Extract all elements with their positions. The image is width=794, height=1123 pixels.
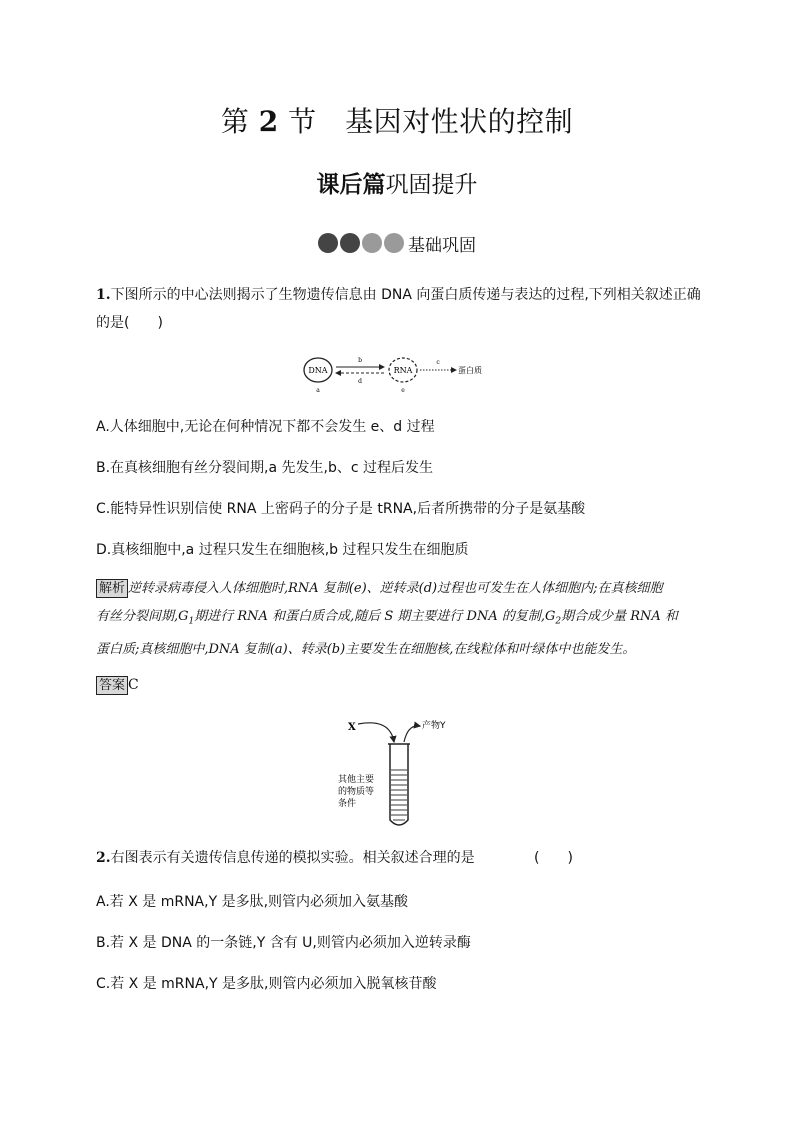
product-label: 产物Y	[422, 721, 446, 731]
tube-liquid	[391, 770, 407, 820]
question-2-stem	[96, 845, 475, 871]
analysis-text-2c: 期合成少量 RNA 和	[561, 609, 678, 624]
analysis-text-2a: 有丝分裂间期,G	[96, 609, 189, 624]
analysis-text-1: 逆转录病毒侵入人体细胞时,RNA 复制(e)、逆转录(d)过程也可发生在人体细胞内;在真核细胞	[128, 581, 663, 596]
input-arrow	[358, 723, 394, 742]
label-b: b	[358, 357, 362, 364]
question-1-text-line1: 下图所示的中心法则揭示了生物遗传信息由 DNA 向蛋白质传递与表达的过程,下列相关叙述正确	[110, 287, 701, 303]
protein-label: 蛋白质	[458, 366, 482, 375]
analysis-sub-2: 2	[555, 616, 562, 627]
test-tube	[390, 744, 408, 825]
title-rest: 节 基因对性状的控制	[288, 105, 574, 138]
question-1-stem	[96, 282, 716, 308]
question-1-text-line2: 的是( )	[96, 315, 163, 331]
level-dot-icon	[318, 233, 338, 253]
dna-label: DNA	[308, 366, 328, 375]
question-1-option-b[interactable]: B.在真核细胞有丝分裂间期,a 先发生,b、c 过程后发生	[96, 460, 434, 476]
question-1-answer	[96, 676, 139, 695]
answer-value: C	[128, 677, 139, 693]
subtitle-thin: 巩固提升	[385, 172, 478, 198]
question-2-text: 右图表示有关遗传信息传递的模拟实验。相关叙述合理的是	[110, 850, 475, 866]
title-prefix: 第	[220, 105, 250, 138]
level-dot-icon	[384, 233, 404, 253]
question-2-option-a[interactable]: A.若 X 是 mRNA,Y 是多肽,则管内必须加入氨基酸	[96, 894, 409, 910]
label-e: e	[401, 387, 405, 394]
question-1-option-d[interactable]: D.真核细胞中,a 过程只发生在细胞核,b 过程只发生在细胞质	[96, 542, 469, 558]
section-header	[318, 230, 476, 256]
central-dogma-diagram	[298, 348, 498, 400]
question-2-option-b[interactable]: B.若 X 是 DNA 的一条链,Y 含有 U,则管内必须加入逆转录酶	[96, 935, 471, 951]
side-label-3: 条件	[338, 799, 357, 809]
analysis-text-2b: 期进行 RNA 和蛋白质合成,随后 S 期主要进行 DNA 的复制,G	[194, 609, 556, 624]
label-d: d	[358, 378, 362, 385]
question-1-option-a[interactable]: A.人体细胞中,无论在何种情况下都不会发生 e、d 过程	[96, 419, 435, 435]
subtitle-bold: 课后篇	[316, 172, 386, 198]
level-dot-icon	[340, 233, 360, 253]
question-2-paren: ( )	[534, 850, 573, 866]
title-number: 2	[258, 105, 279, 138]
section-label: 基础巩固	[408, 235, 476, 256]
side-label-1: 其他主要	[338, 775, 375, 785]
analysis-tag: 解析	[96, 579, 128, 598]
label-c: c	[436, 359, 440, 366]
answer-tag: 答案	[96, 676, 128, 695]
analysis-line-2	[96, 603, 696, 636]
analysis-sub-1: 1	[188, 616, 195, 627]
page-title	[0, 100, 794, 140]
x-label: X	[348, 722, 356, 733]
question-2-number: 2.	[96, 850, 111, 866]
question-1-number: 1.	[96, 287, 111, 303]
analysis-line-3: 蛋白质;真核细胞中,DNA 复制(a)、转录(b)主要发生在细胞核,在线粒体和叶绿体中也能发生。	[96, 641, 636, 657]
question-1-option-c[interactable]: C.能特异性识别信使 RNA 上密码子的分子是 tRNA,后者所携带的分子是氨基酸	[96, 501, 586, 517]
side-label-2: 的物质等	[338, 787, 375, 797]
question-2-option-c[interactable]: C.若 X 是 mRNA,Y 是多肽,则管内必须加入脱氧核苷酸	[96, 976, 437, 992]
output-arrow	[404, 726, 420, 742]
analysis-line-1	[96, 575, 696, 603]
question-1-analysis	[96, 575, 696, 664]
test-tube-figure	[338, 716, 468, 831]
label-a: a	[316, 387, 320, 394]
rna-label: RNA	[393, 366, 413, 375]
page-subtitle	[0, 166, 794, 199]
level-dot-icon	[362, 233, 382, 253]
